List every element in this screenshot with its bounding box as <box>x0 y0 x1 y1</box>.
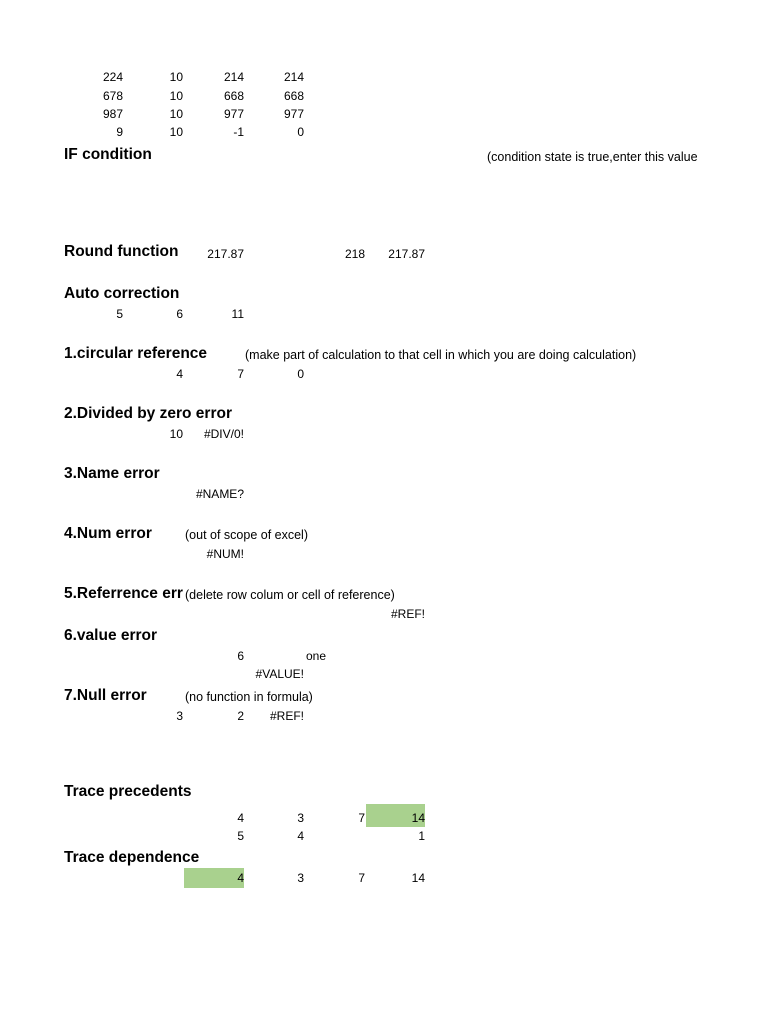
round-value[interactable]: 217.87 <box>207 247 244 261</box>
trace-precedents-cell[interactable]: 4 <box>297 829 304 843</box>
cell[interactable]: 10 <box>169 89 183 103</box>
trace-precedents-heading[interactable]: Trace precedents <box>64 783 192 800</box>
divided-by-zero-value[interactable]: 10 <box>169 427 183 441</box>
divided-by-zero-result[interactable]: #DIV/0! <box>203 427 244 441</box>
round-value[interactable]: 217.87 <box>388 247 425 261</box>
cell[interactable]: 977 <box>283 107 304 121</box>
trace-dependence-cell[interactable]: 3 <box>297 871 304 885</box>
trace-precedents-highlighted-cell[interactable]: 14 <box>411 811 425 825</box>
value-error-value[interactable]: 6 <box>237 649 244 663</box>
trace-precedents-cell[interactable]: 4 <box>237 811 244 825</box>
num-error-note[interactable]: (out of scope of excel) <box>185 528 308 542</box>
trace-dependence-cell[interactable]: 7 <box>358 871 365 885</box>
round-function-heading[interactable]: Round function <box>64 243 179 260</box>
cell[interactable]: -1 <box>233 125 244 139</box>
divided-by-zero-heading[interactable]: 2.Divided by zero error <box>64 405 232 422</box>
null-error-value[interactable]: 3 <box>176 709 183 723</box>
null-error-result[interactable]: #REF! <box>269 709 304 723</box>
circular-reference-heading[interactable]: 1.circular reference <box>64 345 208 362</box>
name-error-heading[interactable]: 3.Name error <box>64 465 160 482</box>
cell[interactable]: 224 <box>102 70 123 84</box>
cell[interactable]: 668 <box>283 89 304 103</box>
trace-dependence-cell[interactable]: 14 <box>411 871 425 885</box>
cell[interactable]: 9 <box>116 125 123 139</box>
if-condition-heading[interactable]: IF condition <box>64 146 152 163</box>
circular-reference-note[interactable]: (make part of calculation to that cell in which you are doing calculation) <box>245 348 637 362</box>
trace-precedents-cell[interactable]: 3 <box>297 811 304 825</box>
auto-correction-heading[interactable]: Auto correction <box>64 285 180 302</box>
name-error-value[interactable]: #NAME? <box>195 487 244 501</box>
cell[interactable]: 10 <box>169 107 183 121</box>
round-value[interactable]: 218 <box>344 247 365 261</box>
cell[interactable]: 987 <box>102 107 123 121</box>
cell[interactable]: 668 <box>223 89 244 103</box>
trace-precedents-cell[interactable]: 5 <box>237 829 244 843</box>
cell[interactable]: 214 <box>223 70 244 84</box>
trace-dependence-heading[interactable]: Trace dependence <box>64 849 200 866</box>
auto-correction-value[interactable]: 6 <box>176 307 183 321</box>
trace-precedents-cell[interactable]: 1 <box>418 829 425 843</box>
ref-error-value[interactable]: #REF! <box>390 607 425 621</box>
cell[interactable]: 678 <box>102 89 123 103</box>
circular-reference-value[interactable]: 4 <box>176 367 183 381</box>
if-condition-note[interactable]: (condition state is true,enter this value <box>487 150 698 164</box>
null-error-note[interactable]: (no function in formula) <box>185 690 313 704</box>
cell[interactable]: 10 <box>169 70 183 84</box>
cell[interactable]: 0 <box>297 125 304 139</box>
auto-correction-value[interactable]: 11 <box>231 307 244 321</box>
circular-reference-value[interactable]: 7 <box>237 367 244 381</box>
null-error-value[interactable]: 2 <box>237 709 244 723</box>
cell[interactable]: 10 <box>169 125 183 139</box>
cell[interactable]: 214 <box>283 70 304 84</box>
auto-correction-value[interactable]: 5 <box>116 307 123 321</box>
circular-reference-value[interactable]: 0 <box>297 367 304 381</box>
ref-error-note[interactable]: (delete row colum or cell of reference) <box>185 588 395 602</box>
null-error-heading[interactable]: 7.Null error <box>64 687 147 704</box>
cell[interactable]: 977 <box>223 107 244 121</box>
value-error-result[interactable]: #VALUE! <box>255 667 304 681</box>
value-error-text[interactable]: one <box>306 649 327 663</box>
trace-precedents-cell[interactable]: 7 <box>358 811 365 825</box>
num-error-heading[interactable]: 4.Num error <box>64 525 152 542</box>
num-error-value[interactable]: #NUM! <box>206 547 244 561</box>
value-error-heading[interactable]: 6.value error <box>64 627 158 644</box>
ref-error-heading[interactable]: 5.Referrence err <box>64 585 183 602</box>
trace-dependence-highlighted-cell[interactable]: 4 <box>237 871 244 885</box>
